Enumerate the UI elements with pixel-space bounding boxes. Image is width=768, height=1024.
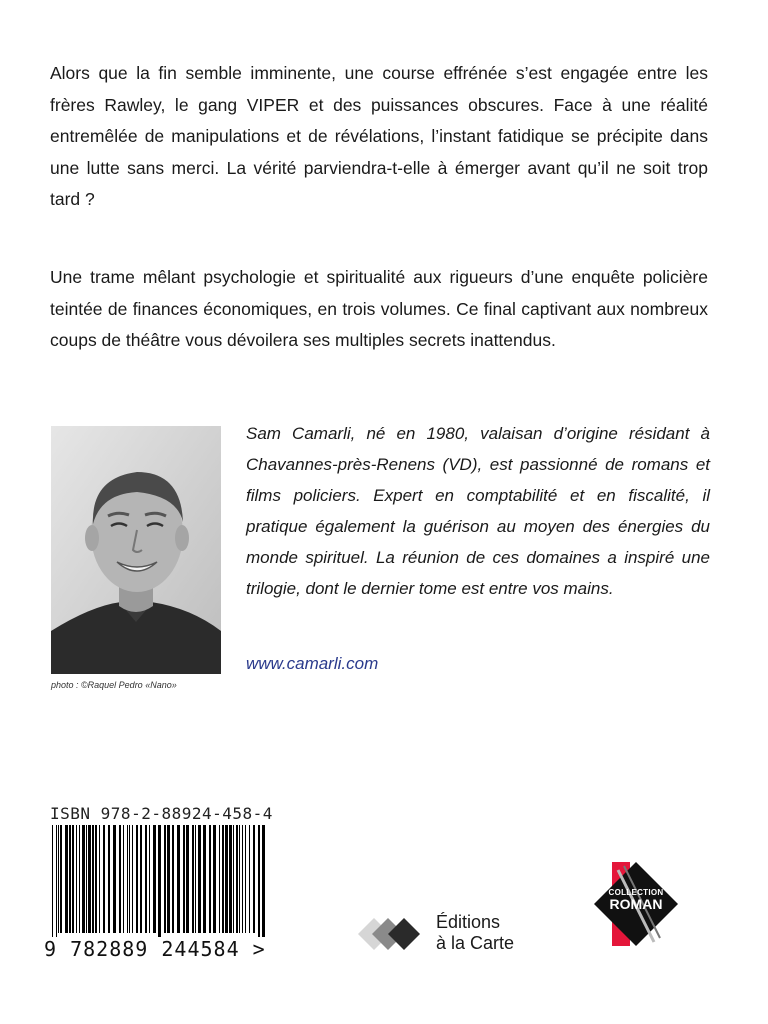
barcode-bar bbox=[186, 825, 189, 933]
author-photo bbox=[51, 426, 221, 674]
barcode-bar bbox=[108, 825, 110, 933]
barcode-bar bbox=[236, 825, 238, 933]
barcode-bar bbox=[209, 825, 211, 933]
barcode-bar bbox=[132, 825, 133, 933]
barcode-bar bbox=[192, 825, 194, 933]
barcode-bar bbox=[213, 825, 216, 933]
barcode-bar bbox=[65, 825, 68, 933]
isbn-label: ISBN 978-2-88924-458-4 bbox=[50, 804, 273, 823]
barcode-digits: 9 782889 244584 > bbox=[44, 937, 266, 961]
barcode-bar bbox=[52, 825, 53, 945]
barcode-bar bbox=[258, 825, 260, 945]
barcode-bar bbox=[172, 825, 174, 933]
barcode-bar bbox=[195, 825, 196, 933]
blurb-paragraph-1: Alors que la fin semble imminente, une course effrénée s’est engagée entre les frères Rawley, le gang VIPER et des puissances obscures. Face à une réalité entremêlée de manipulations et de révélations, l’instant fatidique se précipite dans une lutte sans merci. La vérité parviendra-t-elle à émerger avant qu’il ne soit trop tard ? bbox=[50, 63, 708, 209]
author-bio: Sam Camarli, né en 1980, valaisan d’origine résidant à Chavannes-près-Renens (VD), est passionné de romans et films policiers. Expert en comptabilité et en fiscalité, il pratique également la guérison au moyen des énergies du monde spirituel. La réunion de ces domaines a inspiré une trilogie, dont le dernier tome est entre vos mains. bbox=[246, 424, 710, 598]
barcode-bar bbox=[136, 825, 138, 933]
barcode-bar bbox=[82, 825, 85, 933]
collection-big-text: ROMAN bbox=[609, 896, 663, 912]
barcode-bar bbox=[103, 825, 105, 933]
barcode-bar bbox=[60, 825, 62, 933]
publisher-logo-icon bbox=[348, 913, 426, 960]
barcode-bar bbox=[92, 825, 94, 933]
collection-label bbox=[590, 888, 682, 911]
blurb-paragraph-2: Une trame mêlant psychologie et spiritualité aux rigueurs d’une enquête policière teintée de finances économiques, en trois volumes. Ce final captivant aux nombreux coups de théâtre vous dévoilera ses multiples secrets inattendus. bbox=[50, 267, 708, 350]
barcode-bar bbox=[229, 825, 232, 933]
barcode-bar bbox=[99, 825, 100, 933]
barcode-bar bbox=[72, 825, 74, 933]
barcode-bar bbox=[167, 825, 170, 933]
barcode-bar bbox=[198, 825, 201, 933]
barcode-bar bbox=[140, 825, 142, 933]
barcode-bar bbox=[149, 825, 150, 933]
barcode-bar bbox=[203, 825, 206, 933]
barcode-bar bbox=[79, 825, 80, 933]
publisher-name bbox=[436, 912, 514, 954]
barcode-bar bbox=[69, 825, 71, 933]
barcode-bar bbox=[222, 825, 224, 933]
barcode-bar bbox=[262, 825, 265, 945]
barcode-bar bbox=[127, 825, 128, 933]
barcode-bar bbox=[88, 825, 91, 933]
barcode-bar bbox=[145, 825, 147, 933]
barcode-bar bbox=[123, 825, 124, 933]
barcode-bar bbox=[153, 825, 156, 933]
barcode-bar bbox=[183, 825, 185, 933]
barcode-bar bbox=[113, 825, 116, 933]
barcode-bar bbox=[253, 825, 255, 933]
barcode-bar bbox=[249, 825, 250, 933]
barcode-bar bbox=[177, 825, 180, 933]
barcode-bar bbox=[95, 825, 97, 933]
isbn-barcode bbox=[50, 825, 272, 950]
barcode-bar bbox=[119, 825, 121, 933]
publisher-name-line2: à la Carte bbox=[436, 933, 515, 953]
collection-small-text: COLLECTION bbox=[608, 888, 664, 897]
publisher-name-line1: Éditions bbox=[436, 912, 501, 932]
barcode-bar bbox=[239, 825, 240, 933]
barcode-bar bbox=[129, 825, 130, 933]
photo-caption: photo : ©Raquel Pedro «Nano» bbox=[51, 680, 177, 690]
barcode-bar bbox=[225, 825, 228, 933]
barcode-bar bbox=[76, 825, 77, 933]
barcode-bar bbox=[58, 825, 59, 933]
barcode-bar bbox=[242, 825, 243, 933]
barcode-bar bbox=[56, 825, 57, 945]
barcode-bar bbox=[219, 825, 220, 933]
barcode-bar bbox=[164, 825, 166, 933]
barcode-bar bbox=[86, 825, 87, 933]
barcode-bar bbox=[158, 825, 161, 945]
barcode-bar bbox=[245, 825, 246, 933]
author-website-link[interactable]: www.camarli.com bbox=[246, 654, 379, 673]
barcode-bar bbox=[233, 825, 234, 933]
